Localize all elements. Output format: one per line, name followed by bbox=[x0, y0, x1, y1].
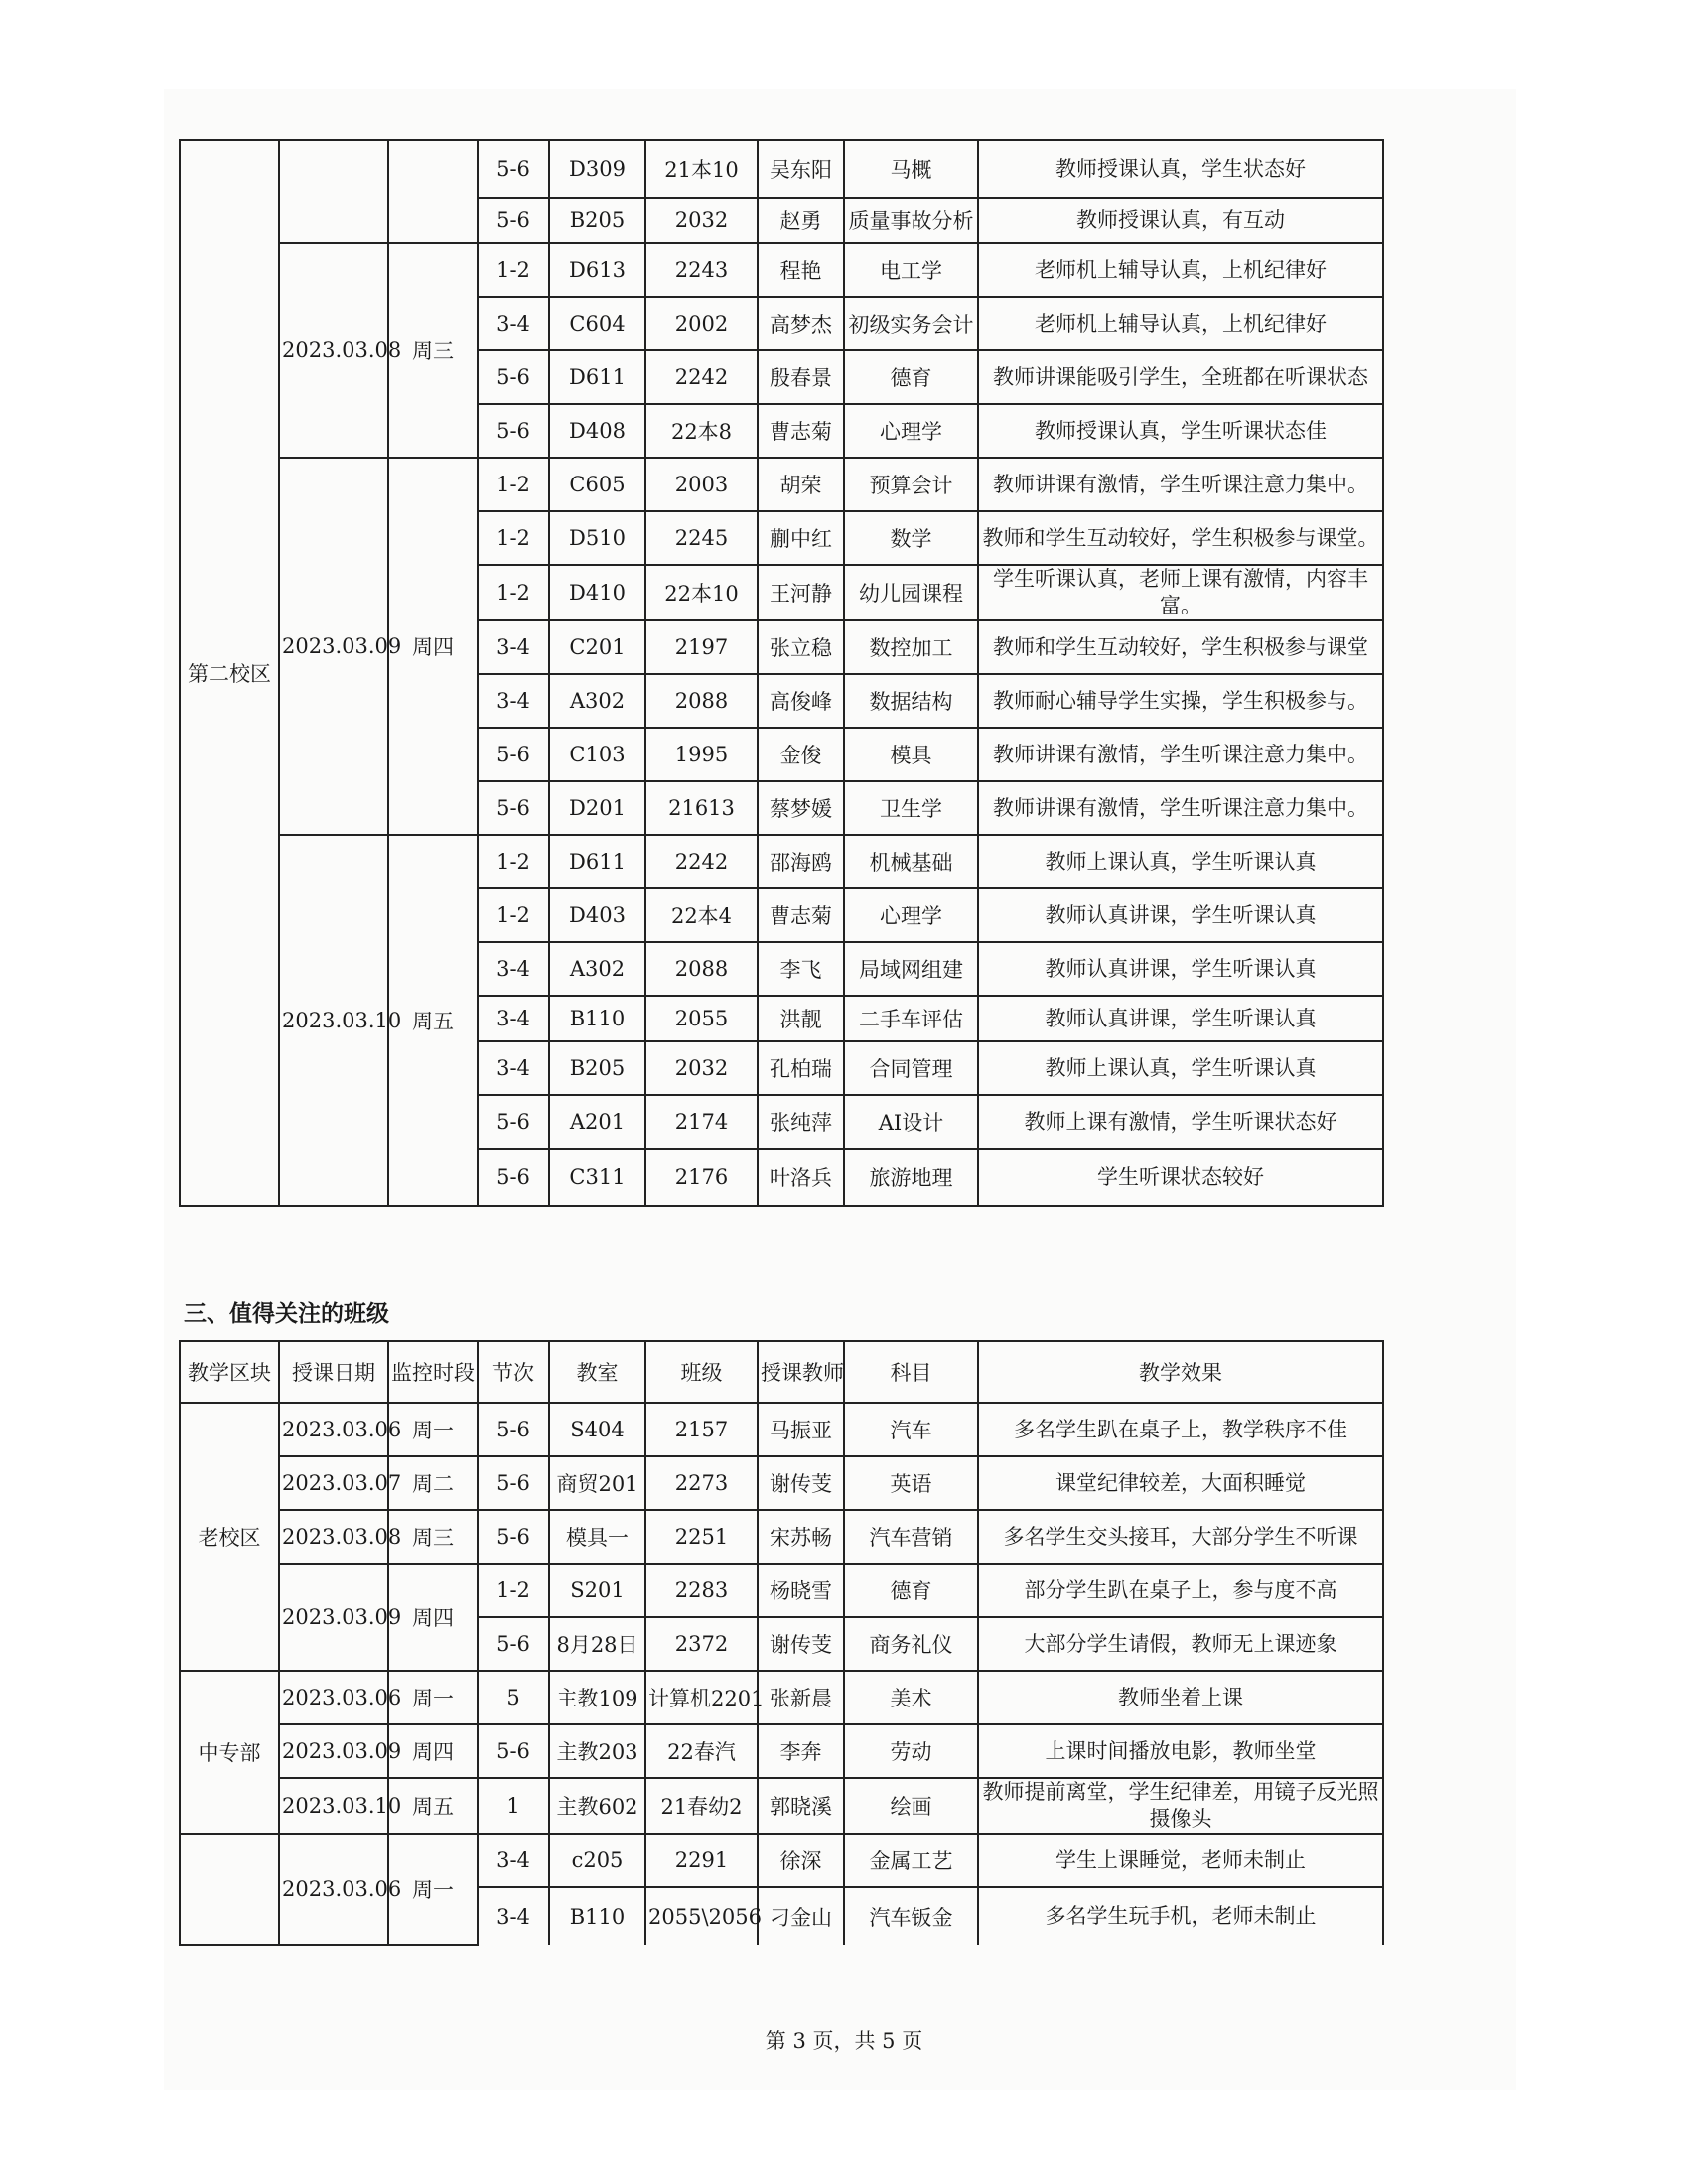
teacher-cell: 邵海鸥 bbox=[758, 835, 844, 888]
teacher-cell: 洪靓 bbox=[758, 996, 844, 1041]
subject-cell: 数控加工 bbox=[844, 620, 978, 674]
effect-cell: 教师耐心辅导学生实操，学生积极参与。 bbox=[978, 674, 1383, 728]
effect-cell: 教师上课有激情，学生听课状态好 bbox=[978, 1095, 1383, 1149]
weekday-cell: 周二 bbox=[388, 1456, 478, 1510]
period-cell: 3-4 bbox=[478, 620, 549, 674]
subject-cell: 合同管理 bbox=[844, 1041, 978, 1095]
effect-cell: 教师上课认真，学生听课认真 bbox=[978, 835, 1383, 888]
subject-cell: 心理学 bbox=[844, 888, 978, 942]
room-cell: C103 bbox=[549, 728, 645, 781]
teacher-cell: 杨晓雪 bbox=[758, 1564, 844, 1617]
effect-cell: 教师坐着上课 bbox=[978, 1671, 1383, 1724]
effect-cell: 上课时间播放电影，教师坐堂 bbox=[978, 1724, 1383, 1778]
effect-cell: 教师认真讲课，学生听课认真 bbox=[978, 888, 1383, 942]
subject-cell: 金属工艺 bbox=[844, 1834, 978, 1887]
room-cell: 主教109 bbox=[549, 1671, 645, 1724]
date-cell: 2023.03.08 bbox=[279, 1510, 388, 1564]
class-cell: 2243 bbox=[645, 243, 758, 297]
period-cell: 5-6 bbox=[478, 781, 549, 835]
teacher-cell: 蔡梦媛 bbox=[758, 781, 844, 835]
page-footer: 第 3 页，共 5 页 bbox=[765, 2029, 923, 2053]
teacher-cell: 蒯中红 bbox=[758, 511, 844, 565]
period-cell: 5-6 bbox=[478, 140, 549, 198]
teacher-cell: 赵勇 bbox=[758, 198, 844, 243]
period-cell: 5-6 bbox=[478, 198, 549, 243]
room-cell: B205 bbox=[549, 198, 645, 243]
class-cell: 2174 bbox=[645, 1095, 758, 1149]
class-cell: 22春汽 bbox=[645, 1724, 758, 1778]
room-cell: A302 bbox=[549, 674, 645, 728]
column-header: 授课日期 bbox=[279, 1341, 388, 1403]
weekday-cell: 周一 bbox=[388, 1834, 478, 1945]
room-cell: 主教203 bbox=[549, 1724, 645, 1778]
room-cell: 模具一 bbox=[549, 1510, 645, 1564]
class-cell: 2176 bbox=[645, 1149, 758, 1206]
room-cell: 8月28日 bbox=[549, 1617, 645, 1671]
table-row bbox=[180, 1834, 1383, 1887]
room-cell: B110 bbox=[549, 1887, 645, 1945]
room-cell: D403 bbox=[549, 888, 645, 942]
class-cell: 2088 bbox=[645, 942, 758, 996]
room-cell: A201 bbox=[549, 1095, 645, 1149]
teacher-cell: 孔柏瑞 bbox=[758, 1041, 844, 1095]
subject-cell: 数据结构 bbox=[844, 674, 978, 728]
effect-cell: 教师和学生互动较好，学生积极参与课堂。 bbox=[978, 511, 1383, 565]
subject-cell: 英语 bbox=[844, 1456, 978, 1510]
class-cell: 2273 bbox=[645, 1456, 758, 1510]
date-cell: 2023.03.06 bbox=[279, 1834, 388, 1945]
weekday-cell: 周五 bbox=[388, 835, 478, 1206]
period-cell: 3-4 bbox=[478, 996, 549, 1041]
subject-cell: 模具 bbox=[844, 728, 978, 781]
teacher-cell: 张新晨 bbox=[758, 1671, 844, 1724]
date-cell: 2023.03.10 bbox=[279, 835, 388, 1206]
teacher-cell: 叶洛兵 bbox=[758, 1149, 844, 1206]
class-cell: 22本10 bbox=[645, 565, 758, 620]
period-cell: 3-4 bbox=[478, 674, 549, 728]
column-header: 监控时段 bbox=[388, 1341, 478, 1403]
class-cell: 2002 bbox=[645, 297, 758, 350]
class-cell: 2055 bbox=[645, 996, 758, 1041]
effect-cell: 教师授课认真，学生状态好 bbox=[978, 140, 1383, 198]
period-cell: 3-4 bbox=[478, 1041, 549, 1095]
teacher-cell: 刁金山 bbox=[758, 1887, 844, 1945]
class-cell: 2245 bbox=[645, 511, 758, 565]
teacher-cell: 郭晓溪 bbox=[758, 1778, 844, 1834]
class-cell: 2251 bbox=[645, 1510, 758, 1564]
effect-cell: 教师上课认真，学生听课认真 bbox=[978, 1041, 1383, 1095]
table-row bbox=[180, 1456, 1383, 1510]
period-cell: 1-2 bbox=[478, 888, 549, 942]
class-cell: 2242 bbox=[645, 350, 758, 404]
effect-cell: 多名学生交头接耳，大部分学生不听课 bbox=[978, 1510, 1383, 1564]
class-cell: 2197 bbox=[645, 620, 758, 674]
teacher-cell: 程艳 bbox=[758, 243, 844, 297]
teacher-cell: 李飞 bbox=[758, 942, 844, 996]
weekday-cell: 周四 bbox=[388, 1724, 478, 1778]
period-cell: 1-2 bbox=[478, 835, 549, 888]
weekday-cell: 周三 bbox=[388, 243, 478, 458]
date-cell: 2023.03.07 bbox=[279, 1456, 388, 1510]
attention-classes-table bbox=[179, 1340, 1384, 1946]
room-cell: D410 bbox=[549, 565, 645, 620]
subject-cell: 汽车钣金 bbox=[844, 1887, 978, 1945]
effect-cell: 教师授课认真，学生听课状态佳 bbox=[978, 404, 1383, 458]
effect-cell: 老师机上辅导认真，上机纪律好 bbox=[978, 297, 1383, 350]
subject-cell: 初级实务会计 bbox=[844, 297, 978, 350]
subject-cell: 德育 bbox=[844, 350, 978, 404]
table-row bbox=[180, 140, 1383, 198]
effect-cell: 教师认真讲课，学生听课认真 bbox=[978, 996, 1383, 1041]
subject-cell: 局域网组建 bbox=[844, 942, 978, 996]
subject-cell: 二手车评估 bbox=[844, 996, 978, 1041]
room-cell: D510 bbox=[549, 511, 645, 565]
teacher-cell: 徐深 bbox=[758, 1834, 844, 1887]
room-cell: C605 bbox=[549, 458, 645, 511]
period-cell: 5-6 bbox=[478, 1403, 549, 1456]
subject-cell: 质量事故分析 bbox=[844, 198, 978, 243]
room-cell: D408 bbox=[549, 404, 645, 458]
room-cell: C201 bbox=[549, 620, 645, 674]
area-cell: 老校区 bbox=[180, 1403, 279, 1671]
room-cell: 主教602 bbox=[549, 1778, 645, 1834]
period-cell: 1-2 bbox=[478, 243, 549, 297]
weekday-cell: 周一 bbox=[388, 1671, 478, 1724]
room-cell: D611 bbox=[549, 350, 645, 404]
class-cell: 22本4 bbox=[645, 888, 758, 942]
class-cell: 2088 bbox=[645, 674, 758, 728]
effect-cell: 教师授课认真，有互动 bbox=[978, 198, 1383, 243]
room-cell: 商贸201 bbox=[549, 1456, 645, 1510]
date-cell: 2023.03.06 bbox=[279, 1671, 388, 1724]
subject-cell: 汽车 bbox=[844, 1403, 978, 1456]
table-row bbox=[180, 1778, 1383, 1834]
date-cell: 2023.03.09 bbox=[279, 1724, 388, 1778]
period-cell: 3-4 bbox=[478, 1887, 549, 1945]
room-cell: C604 bbox=[549, 297, 645, 350]
class-cell: 2372 bbox=[645, 1617, 758, 1671]
table-row bbox=[180, 1724, 1383, 1778]
effect-cell: 教师讲课有激情，学生听课注意力集中。 bbox=[978, 781, 1383, 835]
class-cell: 21本10 bbox=[645, 140, 758, 198]
column-header: 科目 bbox=[844, 1341, 978, 1403]
teacher-cell: 李奔 bbox=[758, 1724, 844, 1778]
column-header: 教学效果 bbox=[978, 1341, 1383, 1403]
period-cell: 3-4 bbox=[478, 942, 549, 996]
effect-cell: 教师提前离堂，学生纪律差，用镜子反光照摄像头 bbox=[978, 1778, 1383, 1834]
table-row bbox=[180, 458, 1383, 511]
class-cell: 21613 bbox=[645, 781, 758, 835]
period-cell: 3-4 bbox=[478, 297, 549, 350]
room-cell: c205 bbox=[549, 1834, 645, 1887]
period-cell: 5-6 bbox=[478, 1617, 549, 1671]
subject-cell: 电工学 bbox=[844, 243, 978, 297]
class-cell: 2291 bbox=[645, 1834, 758, 1887]
teacher-cell: 马振亚 bbox=[758, 1403, 844, 1456]
room-cell: S404 bbox=[549, 1403, 645, 1456]
room-cell: B205 bbox=[549, 1041, 645, 1095]
subject-cell: 绘画 bbox=[844, 1778, 978, 1834]
subject-cell: 机械基础 bbox=[844, 835, 978, 888]
subject-cell: AI设计 bbox=[844, 1095, 978, 1149]
subject-cell: 旅游地理 bbox=[844, 1149, 978, 1206]
effect-cell: 大部分学生请假，教师无上课迹象 bbox=[978, 1617, 1383, 1671]
period-cell: 3-4 bbox=[478, 1834, 549, 1887]
period-cell: 5-6 bbox=[478, 1456, 549, 1510]
room-cell: B110 bbox=[549, 996, 645, 1041]
subject-cell: 美术 bbox=[844, 1671, 978, 1724]
table-row bbox=[180, 1403, 1383, 1456]
period-cell: 1-2 bbox=[478, 511, 549, 565]
weekday-cell: 周四 bbox=[388, 458, 478, 835]
area-cell: 中专部 bbox=[180, 1671, 279, 1834]
effect-cell: 学生听课状态较好 bbox=[978, 1149, 1383, 1206]
period-cell: 1-2 bbox=[478, 458, 549, 511]
subject-cell: 数学 bbox=[844, 511, 978, 565]
date-cell: 2023.03.09 bbox=[279, 1564, 388, 1671]
subject-cell: 劳动 bbox=[844, 1724, 978, 1778]
teacher-cell: 高俊峰 bbox=[758, 674, 844, 728]
teacher-cell: 殷春景 bbox=[758, 350, 844, 404]
period-cell: 1-2 bbox=[478, 1564, 549, 1617]
column-header: 班级 bbox=[645, 1341, 758, 1403]
table-row bbox=[180, 1671, 1383, 1724]
date-cell: 2023.03.10 bbox=[279, 1778, 388, 1834]
area-cell bbox=[180, 1834, 279, 1945]
subject-cell: 德育 bbox=[844, 1564, 978, 1617]
effect-cell: 课堂纪律较差，大面积睡觉 bbox=[978, 1456, 1383, 1510]
teacher-cell: 张纯萍 bbox=[758, 1095, 844, 1149]
subject-cell: 心理学 bbox=[844, 404, 978, 458]
effect-cell: 教师讲课有激情，学生听课注意力集中。 bbox=[978, 458, 1383, 511]
effect-cell: 多名学生趴在桌子上，教学秩序不佳 bbox=[978, 1403, 1383, 1456]
weekday-cell: 周三 bbox=[388, 1510, 478, 1564]
teacher-cell: 张立稳 bbox=[758, 620, 844, 674]
teacher-cell: 曹志菊 bbox=[758, 888, 844, 942]
period-cell: 5-6 bbox=[478, 350, 549, 404]
column-header: 授课教师 bbox=[758, 1341, 844, 1403]
subject-cell: 商务礼仪 bbox=[844, 1617, 978, 1671]
date-cell: 2023.03.09 bbox=[279, 458, 388, 835]
class-cell: 2032 bbox=[645, 1041, 758, 1095]
effect-cell: 部分学生趴在桌子上，参与度不高 bbox=[978, 1564, 1383, 1617]
period-cell: 5-6 bbox=[478, 728, 549, 781]
teacher-cell: 谢传芰 bbox=[758, 1456, 844, 1510]
inspection-table-campus2 bbox=[179, 139, 1384, 1207]
room-cell: C311 bbox=[549, 1149, 645, 1206]
period-cell: 5 bbox=[478, 1671, 549, 1724]
room-cell: D613 bbox=[549, 243, 645, 297]
period-cell: 1-2 bbox=[478, 565, 549, 620]
section-title: 三、值得关注的班级 bbox=[184, 1301, 389, 1327]
class-cell: 2157 bbox=[645, 1403, 758, 1456]
weekday-cell: 周四 bbox=[388, 1564, 478, 1671]
table-header-row bbox=[180, 1341, 1383, 1403]
period-cell: 5-6 bbox=[478, 1149, 549, 1206]
effect-cell: 教师和学生互动较好，学生积极参与课堂 bbox=[978, 620, 1383, 674]
effect-cell: 教师认真讲课，学生听课认真 bbox=[978, 942, 1383, 996]
subject-cell: 预算会计 bbox=[844, 458, 978, 511]
teacher-cell: 谢传芰 bbox=[758, 1617, 844, 1671]
room-cell: S201 bbox=[549, 1564, 645, 1617]
table-row bbox=[180, 1564, 1383, 1617]
room-cell: A302 bbox=[549, 942, 645, 996]
period-cell: 5-6 bbox=[478, 1095, 549, 1149]
teacher-cell: 高梦杰 bbox=[758, 297, 844, 350]
subject-cell: 卫生学 bbox=[844, 781, 978, 835]
table-row bbox=[180, 243, 1383, 297]
campus-cell: 第二校区 bbox=[180, 140, 279, 1206]
weekday-cell: 周五 bbox=[388, 1778, 478, 1834]
effect-cell: 学生上课睡觉，老师未制止 bbox=[978, 1834, 1383, 1887]
effect-cell: 教师讲课能吸引学生，全班都在听课状态 bbox=[978, 350, 1383, 404]
date-cell: 2023.03.06 bbox=[279, 1403, 388, 1456]
teacher-cell: 胡荣 bbox=[758, 458, 844, 511]
table-row bbox=[180, 1510, 1383, 1564]
teacher-cell: 王河静 bbox=[758, 565, 844, 620]
subject-cell: 马概 bbox=[844, 140, 978, 198]
class-cell: 2242 bbox=[645, 835, 758, 888]
period-cell: 5-6 bbox=[478, 404, 549, 458]
period-cell: 5-6 bbox=[478, 1724, 549, 1778]
room-cell: D309 bbox=[549, 140, 645, 198]
class-cell: 计算机2201 bbox=[645, 1671, 758, 1724]
column-header: 节次 bbox=[478, 1341, 549, 1403]
class-cell: 2032 bbox=[645, 198, 758, 243]
teacher-cell: 金俊 bbox=[758, 728, 844, 781]
effect-cell: 多名学生玩手机，老师未制止 bbox=[978, 1887, 1383, 1945]
subject-cell: 幼儿园课程 bbox=[844, 565, 978, 620]
class-cell: 1995 bbox=[645, 728, 758, 781]
date-cell bbox=[279, 140, 388, 243]
teacher-cell: 曹志菊 bbox=[758, 404, 844, 458]
class-cell: 2283 bbox=[645, 1564, 758, 1617]
date-cell: 2023.03.08 bbox=[279, 243, 388, 458]
period-cell: 1 bbox=[478, 1778, 549, 1834]
column-header: 教室 bbox=[549, 1341, 645, 1403]
effect-cell: 学生听课认真，老师上课有激情，内容丰富。 bbox=[978, 565, 1383, 620]
room-cell: D201 bbox=[549, 781, 645, 835]
teacher-cell: 吴东阳 bbox=[758, 140, 844, 198]
column-header: 教学区块 bbox=[180, 1341, 279, 1403]
class-cell: 22本8 bbox=[645, 404, 758, 458]
weekday-cell: 周一 bbox=[388, 1403, 478, 1456]
subject-cell: 汽车营销 bbox=[844, 1510, 978, 1564]
class-cell: 21春幼2 bbox=[645, 1778, 758, 1834]
class-cell: 2003 bbox=[645, 458, 758, 511]
table-row bbox=[180, 835, 1383, 888]
teacher-cell: 宋苏畅 bbox=[758, 1510, 844, 1564]
period-cell: 5-6 bbox=[478, 1510, 549, 1564]
weekday-cell bbox=[388, 140, 478, 243]
room-cell: D611 bbox=[549, 835, 645, 888]
effect-cell: 老师机上辅导认真，上机纪律好 bbox=[978, 243, 1383, 297]
class-cell: 2055\2056 bbox=[645, 1887, 758, 1945]
effect-cell: 教师讲课有激情，学生听课注意力集中。 bbox=[978, 728, 1383, 781]
